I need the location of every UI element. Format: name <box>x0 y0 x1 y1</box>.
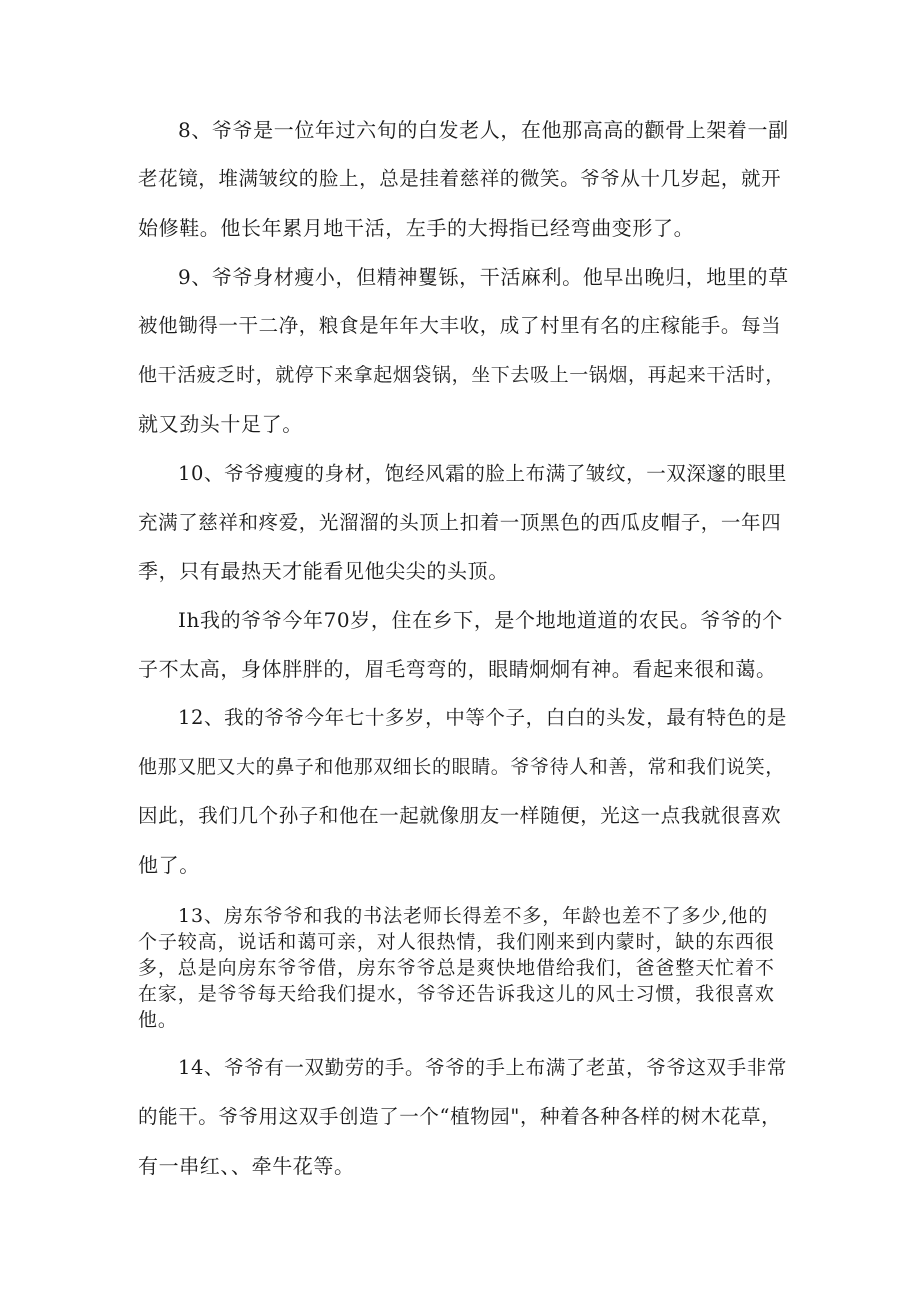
paragraph-line: 始修鞋。他长年累月地干活，左手的大拇指已经弯曲变形了。 <box>138 216 695 240</box>
paragraph-line: 他了。 <box>138 853 200 877</box>
paragraph-line: 他那又肥又大的鼻子和他那双细长的眼睛。爷爷待人和善，常和我们说笑， <box>138 756 785 778</box>
paragraph-line: 子不太高，身体胖胖的，眉毛弯弯的，眼睛炯炯有神。看起来很和蔼。 <box>138 657 777 681</box>
paragraph-line: 季，只有最热天才能看见他尖尖的头顶。 <box>138 559 509 583</box>
paragraph-line: 充满了慈祥和疼爱，光溜溜的头顶上扣着一顶黑色的西瓜皮帽子，一年四 <box>138 511 782 534</box>
paragraph-line: 就又劲头十足了。 <box>138 412 303 436</box>
paragraph-line: 有一串红、、牵牛花等。 <box>138 1154 355 1178</box>
paragraph-line: 多，总是向房东爷爷借，房东爷爷总是爽快地借给我们，爸爸整天忙着不 <box>138 957 775 979</box>
paragraph-line: 10、爷爷瘦瘦的身材，饱经风霜的脸上布满了皱纹，一双深邃的眼里 <box>178 462 787 485</box>
paragraph-line: 他干活疲乏时，就停下来拿起烟袋锅，坐下去吸上一锅烟，再起来干活时， <box>138 364 785 386</box>
paragraph-line: 12、我的爷爷今年七十多岁，中等个子，白白的头发，最有特色的是 <box>178 706 787 729</box>
paragraph-line: 老花镜，堆满皱纹的脸上，总是挂着慈祥的微笑。爷爷从十几岁起，就开 <box>138 167 782 190</box>
paragraph-line: 9、爷爷身材瘦小，但精神矍铄，干活麻利。他早出晚归，地里的草 <box>178 265 789 289</box>
paragraph-line: 个子较高，说话和蔼可亲，对人很热情，我们刚来到内蒙时，缺的东西很 <box>138 931 775 953</box>
paragraph-line: 在家，是爷爷每天给我们提水，爷爷还告诉我这儿的风士习惯，我很喜欢 <box>138 983 775 1005</box>
paragraph-line: 8、爷爷是一位年过六旬的白发老人，在他那高高的颧骨上架着一副 <box>178 118 789 142</box>
paragraph-line: 13、房东爷爷和我的书法老师长得差不多，年龄也差不了多少,他的 <box>178 905 769 927</box>
paragraph-line: 的能干。爷爷用这双手创造了一个“植物园"，种着各种各样的树木花草， <box>138 1105 782 1128</box>
paragraph-line: Ih我的爷爷今年70岁，住在乡下，是个地地道道的农民。爷爷的个 <box>178 608 783 632</box>
paragraph-line: 14、爷爷有一双勤劳的手。爷爷的手上布满了老茧，爷爷这双手非常 <box>178 1056 787 1079</box>
paragraph-line: 他。 <box>138 1009 178 1031</box>
paragraph-line: 被他锄得一干二净，粮食是年年大丰收，成了村里有名的庄稼能手。每当 <box>138 314 782 337</box>
paragraph-line: 因此，我们几个孙子和他在一起就像朋友一样随便，光这一点我就很喜欢 <box>138 804 782 827</box>
